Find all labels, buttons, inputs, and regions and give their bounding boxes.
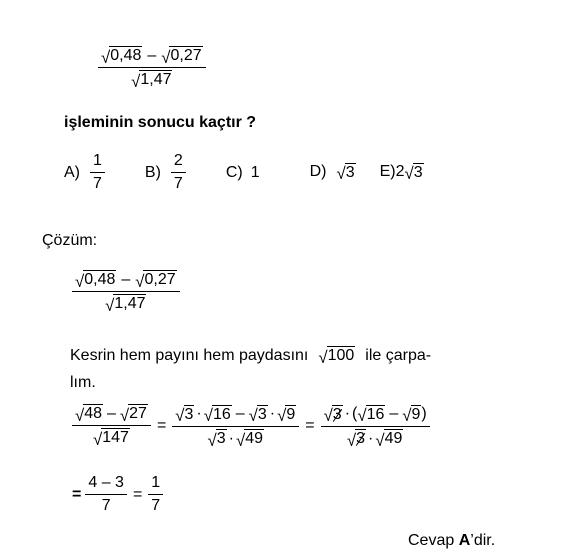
answer-statement: Cevap A’dir. (408, 532, 496, 549)
option-e[interactable]: E) 2 √ 3 (379, 163, 423, 184)
answer-options (64, 152, 424, 193)
sqrt-0-27: √ 0,27 (161, 47, 202, 67)
question-expression: √ 0,48 – √ 0,27 √ 1,47 (98, 46, 206, 91)
cancelled-sqrt-3: 3 (332, 405, 342, 423)
solution-equation: √ 48 – √ 27 √ 147 = √ 3 · √ 16 – √ 3 · √ 9 √ 3 · √ 49 = √ 3 · ( √ 16 – √ 9 ) √ 3 · √ 49 (72, 404, 430, 449)
sqrt-1-47: √ 1,47 (131, 71, 172, 91)
option-c[interactable]: C) 1 (225, 163, 260, 181)
solution-repeat-expression: √ 0,48 – √ 0,27 √ 1,47 (72, 270, 180, 315)
option-a[interactable]: A) $\frac{1}{7}$ (64, 152, 105, 193)
option-b[interactable]: B) $\frac{2}{7}$ (145, 152, 186, 193)
solution-text-line2: lım. (70, 374, 96, 391)
solution-heading: Çözüm: (42, 232, 98, 249)
cancelled-sqrt-3-den: 3 (356, 429, 366, 447)
solution-text-line1: Kesrin hem payını hem paydasını √ 100 ile çarpa- (70, 346, 432, 367)
solution-result: = $\frac{4 - 3}{7}$ = $\frac{1}{7}$ (72, 474, 163, 515)
option-d[interactable]: D) √ 3 (309, 163, 355, 184)
question-prompt: işleminin sonucu kaçtır ? (64, 114, 257, 131)
sqrt-0-48: √ 0,48 (101, 47, 142, 67)
